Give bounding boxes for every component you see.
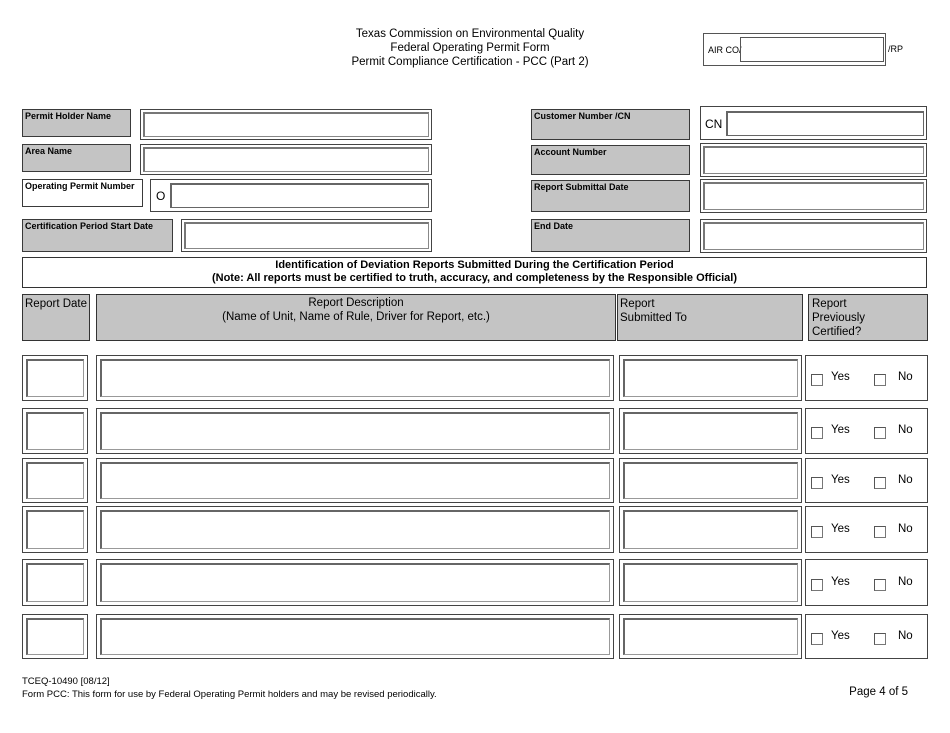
col-header-previously-certified <box>808 294 928 341</box>
previously-certified-options <box>805 458 928 503</box>
air-co-box <box>703 33 886 66</box>
end-date-input[interactable] <box>700 219 927 253</box>
report-submittal-date-input[interactable] <box>700 179 927 213</box>
col-header-report-description-sub: (Name of Unit, Name of Rule, Driver for Report, etc.) <box>222 311 490 323</box>
operating-permit-number-field <box>150 179 432 212</box>
agency-name: Texas Commission on Environmental Quality <box>355 28 585 40</box>
yes-label: Yes <box>831 630 850 642</box>
col-header-previously-certified-line3: Certified? <box>812 326 862 338</box>
col-header-report-date-text: Report Date <box>25 298 88 310</box>
col-header-report-description <box>96 294 616 341</box>
report-description-input[interactable] <box>96 506 614 553</box>
end-date-label: End Date <box>531 219 690 252</box>
identification-title: Identification of Deviation Reports Submitted During the Certification Period <box>275 259 674 271</box>
no-label: No <box>898 630 913 642</box>
col-header-submitted-to-line1: Report <box>620 298 655 310</box>
no-checkbox[interactable] <box>874 477 886 489</box>
form-id: TCEQ-10490 [08/12] <box>22 676 110 687</box>
yes-checkbox[interactable] <box>811 526 823 538</box>
customer-number-field <box>700 106 927 140</box>
customer-number-input[interactable] <box>726 111 924 136</box>
air-co-label: AIR CO/ <box>708 45 742 55</box>
previously-certified-options <box>805 408 928 454</box>
previously-certified-options <box>805 614 928 659</box>
form-subtitle: Permit Compliance Certification - PCC (Part 2) <box>351 56 589 68</box>
yes-label: Yes <box>831 424 850 436</box>
previously-certified-options <box>805 559 928 606</box>
customer-number-label: Customer Number /CN <box>531 109 690 140</box>
report-description-input[interactable] <box>96 614 614 659</box>
permit-holder-name-label: Permit Holder Name <box>22 109 131 137</box>
no-checkbox[interactable] <box>874 526 886 538</box>
submitted-to-input[interactable] <box>619 506 802 553</box>
yes-checkbox[interactable] <box>811 374 823 386</box>
yes-checkbox[interactable] <box>811 477 823 489</box>
no-label: No <box>898 424 913 436</box>
report-description-input[interactable] <box>96 408 614 454</box>
submitted-to-input[interactable] <box>619 559 802 606</box>
yes-checkbox[interactable] <box>811 427 823 439</box>
area-name-input[interactable] <box>140 144 432 175</box>
certification-start-date-input[interactable] <box>181 219 432 252</box>
col-header-previously-certified-line1: Report <box>812 298 847 310</box>
no-label: No <box>898 474 913 486</box>
area-name-label: Area Name <box>22 144 131 172</box>
report-description-input[interactable] <box>96 458 614 503</box>
operating-permit-prefix: O <box>156 189 166 203</box>
yes-label: Yes <box>831 576 850 588</box>
report-description-input[interactable] <box>96 355 614 401</box>
submitted-to-input[interactable] <box>619 355 802 401</box>
air-co-input[interactable] <box>740 37 884 62</box>
no-checkbox[interactable] <box>874 579 886 591</box>
permit-holder-name-input[interactable] <box>140 109 432 140</box>
yes-checkbox[interactable] <box>811 633 823 645</box>
no-checkbox[interactable] <box>874 633 886 645</box>
no-checkbox[interactable] <box>874 427 886 439</box>
rp-label: /RP <box>888 44 904 54</box>
report-date-input[interactable] <box>22 355 88 401</box>
no-label: No <box>898 523 913 535</box>
col-header-report-description-text: Report Description <box>308 297 404 309</box>
form-name: Federal Operating Permit Form <box>390 42 550 54</box>
col-header-submitted-to-line2: Submitted To <box>620 312 687 324</box>
identification-banner <box>22 257 927 288</box>
report-submittal-date-label: Report Submittal Date <box>531 180 690 212</box>
col-header-submitted-to <box>617 294 803 341</box>
yes-label: Yes <box>831 371 850 383</box>
previously-certified-options <box>805 506 928 553</box>
col-header-report-date <box>22 294 90 341</box>
no-checkbox[interactable] <box>874 374 886 386</box>
form-note: Form PCC: This form for use by Federal Operating Permit holders and may be revised periodically. <box>22 689 437 700</box>
no-label: No <box>898 371 913 383</box>
page-number: Page 4 of 5 <box>849 686 908 698</box>
account-number-input[interactable] <box>700 143 927 177</box>
yes-label: Yes <box>831 523 850 535</box>
col-header-previously-certified-line2: Previously <box>812 312 866 324</box>
report-date-input[interactable] <box>22 559 88 606</box>
yes-label: Yes <box>831 474 850 486</box>
account-number-label: Account Number <box>531 145 690 175</box>
report-date-input[interactable] <box>22 506 88 553</box>
submitted-to-input[interactable] <box>619 614 802 659</box>
previously-certified-options <box>805 355 928 401</box>
operating-permit-number-label: Operating Permit Number <box>22 179 143 207</box>
customer-number-prefix: CN <box>705 117 723 131</box>
report-date-input[interactable] <box>22 458 88 503</box>
operating-permit-number-input[interactable] <box>170 183 429 208</box>
submitted-to-input[interactable] <box>619 408 802 454</box>
no-label: No <box>898 576 913 588</box>
submitted-to-input[interactable] <box>619 458 802 503</box>
form-header <box>300 27 640 69</box>
report-date-input[interactable] <box>22 408 88 454</box>
yes-checkbox[interactable] <box>811 579 823 591</box>
certification-start-date-label: Certification Period Start Date <box>22 219 173 252</box>
identification-note: (Note: All reports must be certified to truth, accuracy, and completeness by the Responsible Official) <box>211 272 738 284</box>
report-description-input[interactable] <box>96 559 614 606</box>
report-date-input[interactable] <box>22 614 88 659</box>
